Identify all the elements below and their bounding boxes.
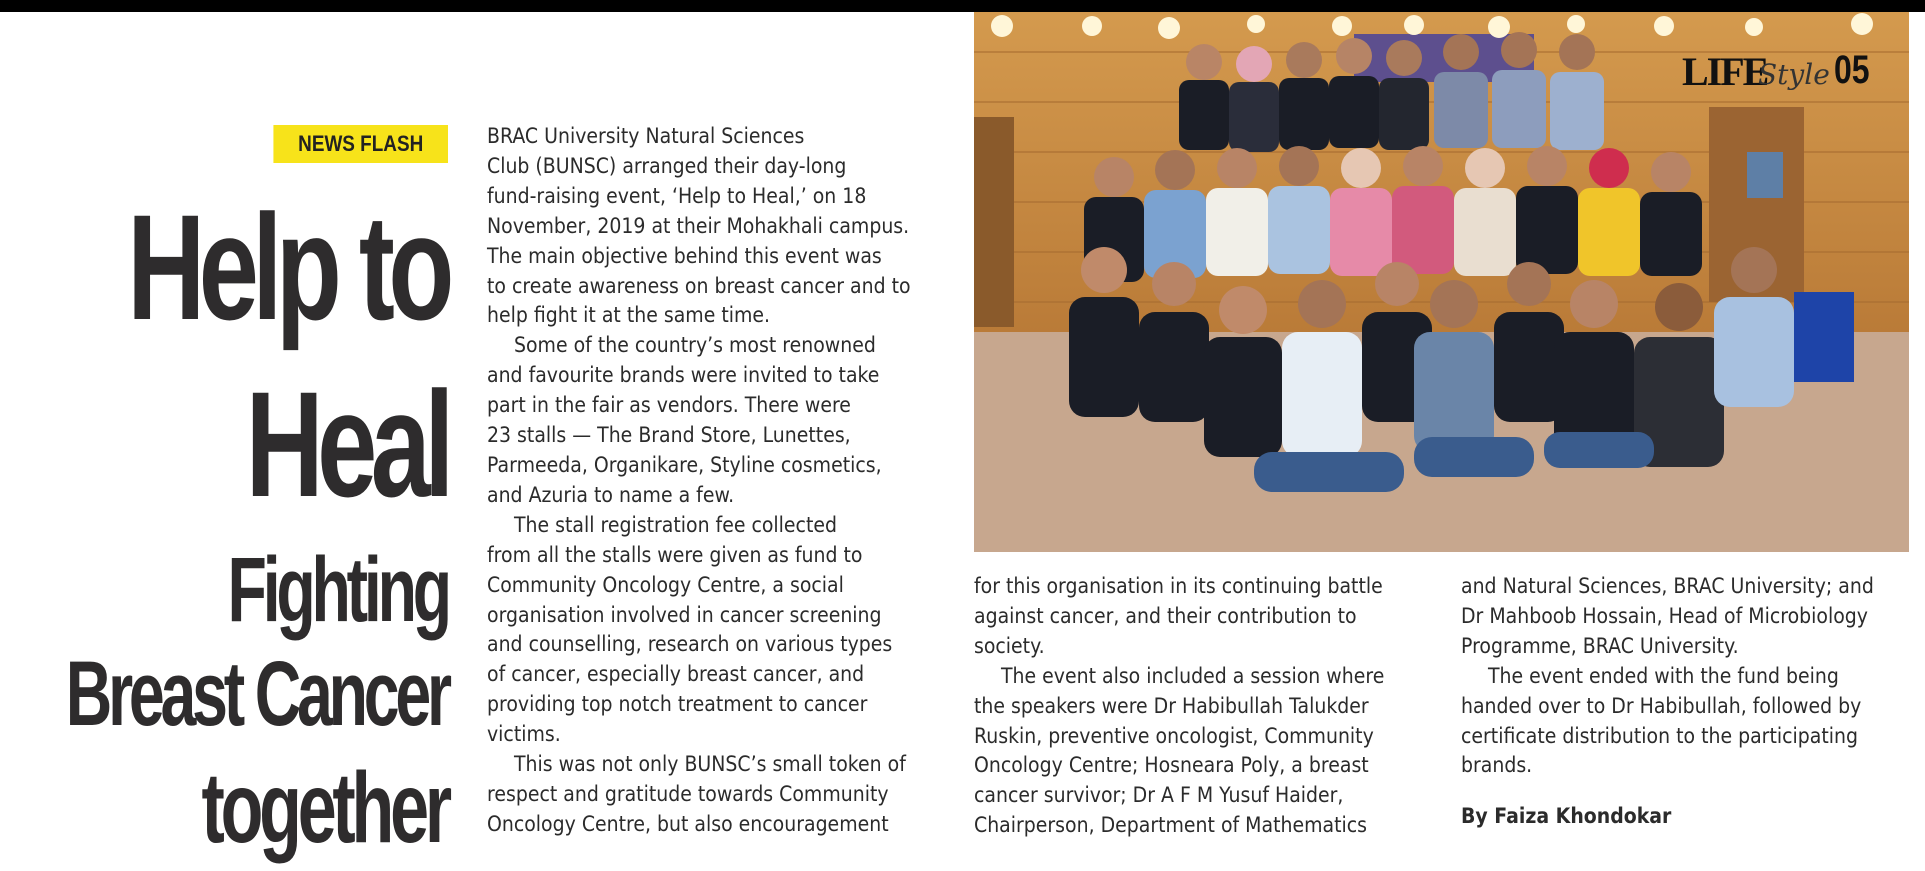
- masthead: [1682, 48, 1872, 98]
- text-line: to create awareness on breast cancer and to: [487, 273, 911, 298]
- text-line: Oncology Centre, but also encouragement: [487, 811, 889, 836]
- text-line: the speakers were Dr Habibullah Talukder: [974, 693, 1369, 718]
- text-line: Some of the country’s most renowned: [514, 333, 876, 358]
- podium-logo: [1747, 152, 1783, 198]
- text-line: certificate distribution to the participating: [1461, 723, 1858, 748]
- text-line: fund-raising event, ‘Help to Heal,’ on 18: [487, 183, 867, 208]
- text-line: Dr Mahboob Hossain, Head of Microbiology: [1461, 603, 1868, 628]
- text-line: Club (BUNSC) arranged their day-long: [487, 153, 847, 178]
- text-line: The event also included a session where: [1001, 663, 1385, 688]
- text-line: Ruskin, preventive oncologist, Community: [974, 723, 1374, 748]
- brand-script: Style: [1758, 58, 1830, 91]
- blue-table: [1794, 292, 1854, 382]
- door: [974, 117, 1014, 327]
- brand-mark: LIFE: [1682, 49, 1768, 94]
- headline-line-5: together: [201, 752, 448, 864]
- text-line: Chairperson, Department of Mathematics: [974, 813, 1367, 838]
- headline-line-1: Help to: [127, 183, 448, 351]
- headline-line-3: Fighting: [227, 539, 448, 641]
- top-border: [0, 0, 1925, 12]
- article-column-1: [487, 122, 911, 840]
- byline: By Faiza Khondokar: [1461, 804, 1672, 828]
- text-line: brands.: [1461, 753, 1533, 778]
- headline: [0, 183, 448, 871]
- headline-line-2: Heal: [245, 360, 448, 528]
- text-line: Oncology Centre; Hosneara Poly, a breast: [974, 753, 1369, 778]
- text-line: and Azuria to name a few.: [487, 482, 735, 507]
- text-line: 23 stalls — The Brand Store, Lunettes,: [487, 423, 851, 448]
- text-line: and counselling, research on various types: [487, 632, 893, 657]
- text-line: help fight it at the same time.: [487, 303, 771, 328]
- text-line: The main objective behind this event was: [487, 243, 882, 268]
- text-line: for this organisation in its continuing battle: [974, 574, 1383, 598]
- section-badge: NEWS FLASH: [273, 125, 448, 163]
- text-line: and Natural Sciences, BRAC University; and: [1461, 574, 1874, 598]
- text-line: society.: [974, 633, 1045, 658]
- text-line: This was not only BUNSC’s small token of: [514, 752, 906, 777]
- text-line: from all the stalls were given as fund to: [487, 542, 863, 567]
- text-line: cancer survivor; Dr A F M Yusuf Haider,: [974, 783, 1344, 808]
- text-line: of cancer, especially breast cancer, and: [487, 662, 865, 687]
- text-line: Programme, BRAC University.: [1461, 633, 1739, 658]
- page-number: 05: [1834, 48, 1870, 92]
- text-line: BRAC University Natural Sciences: [487, 124, 805, 148]
- text-line: against cancer, and their contribution to: [974, 603, 1357, 628]
- text-line: victims.: [487, 722, 561, 747]
- headline-line-4: Breast Cancer: [65, 643, 448, 745]
- text-line: and favourite brands were invited to take: [487, 363, 880, 388]
- text-line: handed over to Dr Habibullah, followed by: [1461, 693, 1862, 718]
- text-line: Community Oncology Centre, a social: [487, 572, 844, 597]
- text-line: part in the fair as vendors. There were: [487, 393, 851, 418]
- text-line: Parmeeda, Organikare, Styline cosmetics,: [487, 452, 882, 477]
- article-column-3: [1461, 572, 1874, 781]
- article-column-2: [974, 572, 1384, 841]
- text-line: The stall registration fee collected: [514, 512, 838, 537]
- text-line: providing top notch treatment to cancer: [487, 692, 868, 717]
- text-line: November, 2019 at their Mohakhali campus.: [487, 213, 910, 238]
- text-line: respect and gratitude towards Community: [487, 781, 889, 806]
- text-line: The event ended with the fund being: [1488, 663, 1839, 688]
- text-line: organisation involved in cancer screening: [487, 602, 882, 627]
